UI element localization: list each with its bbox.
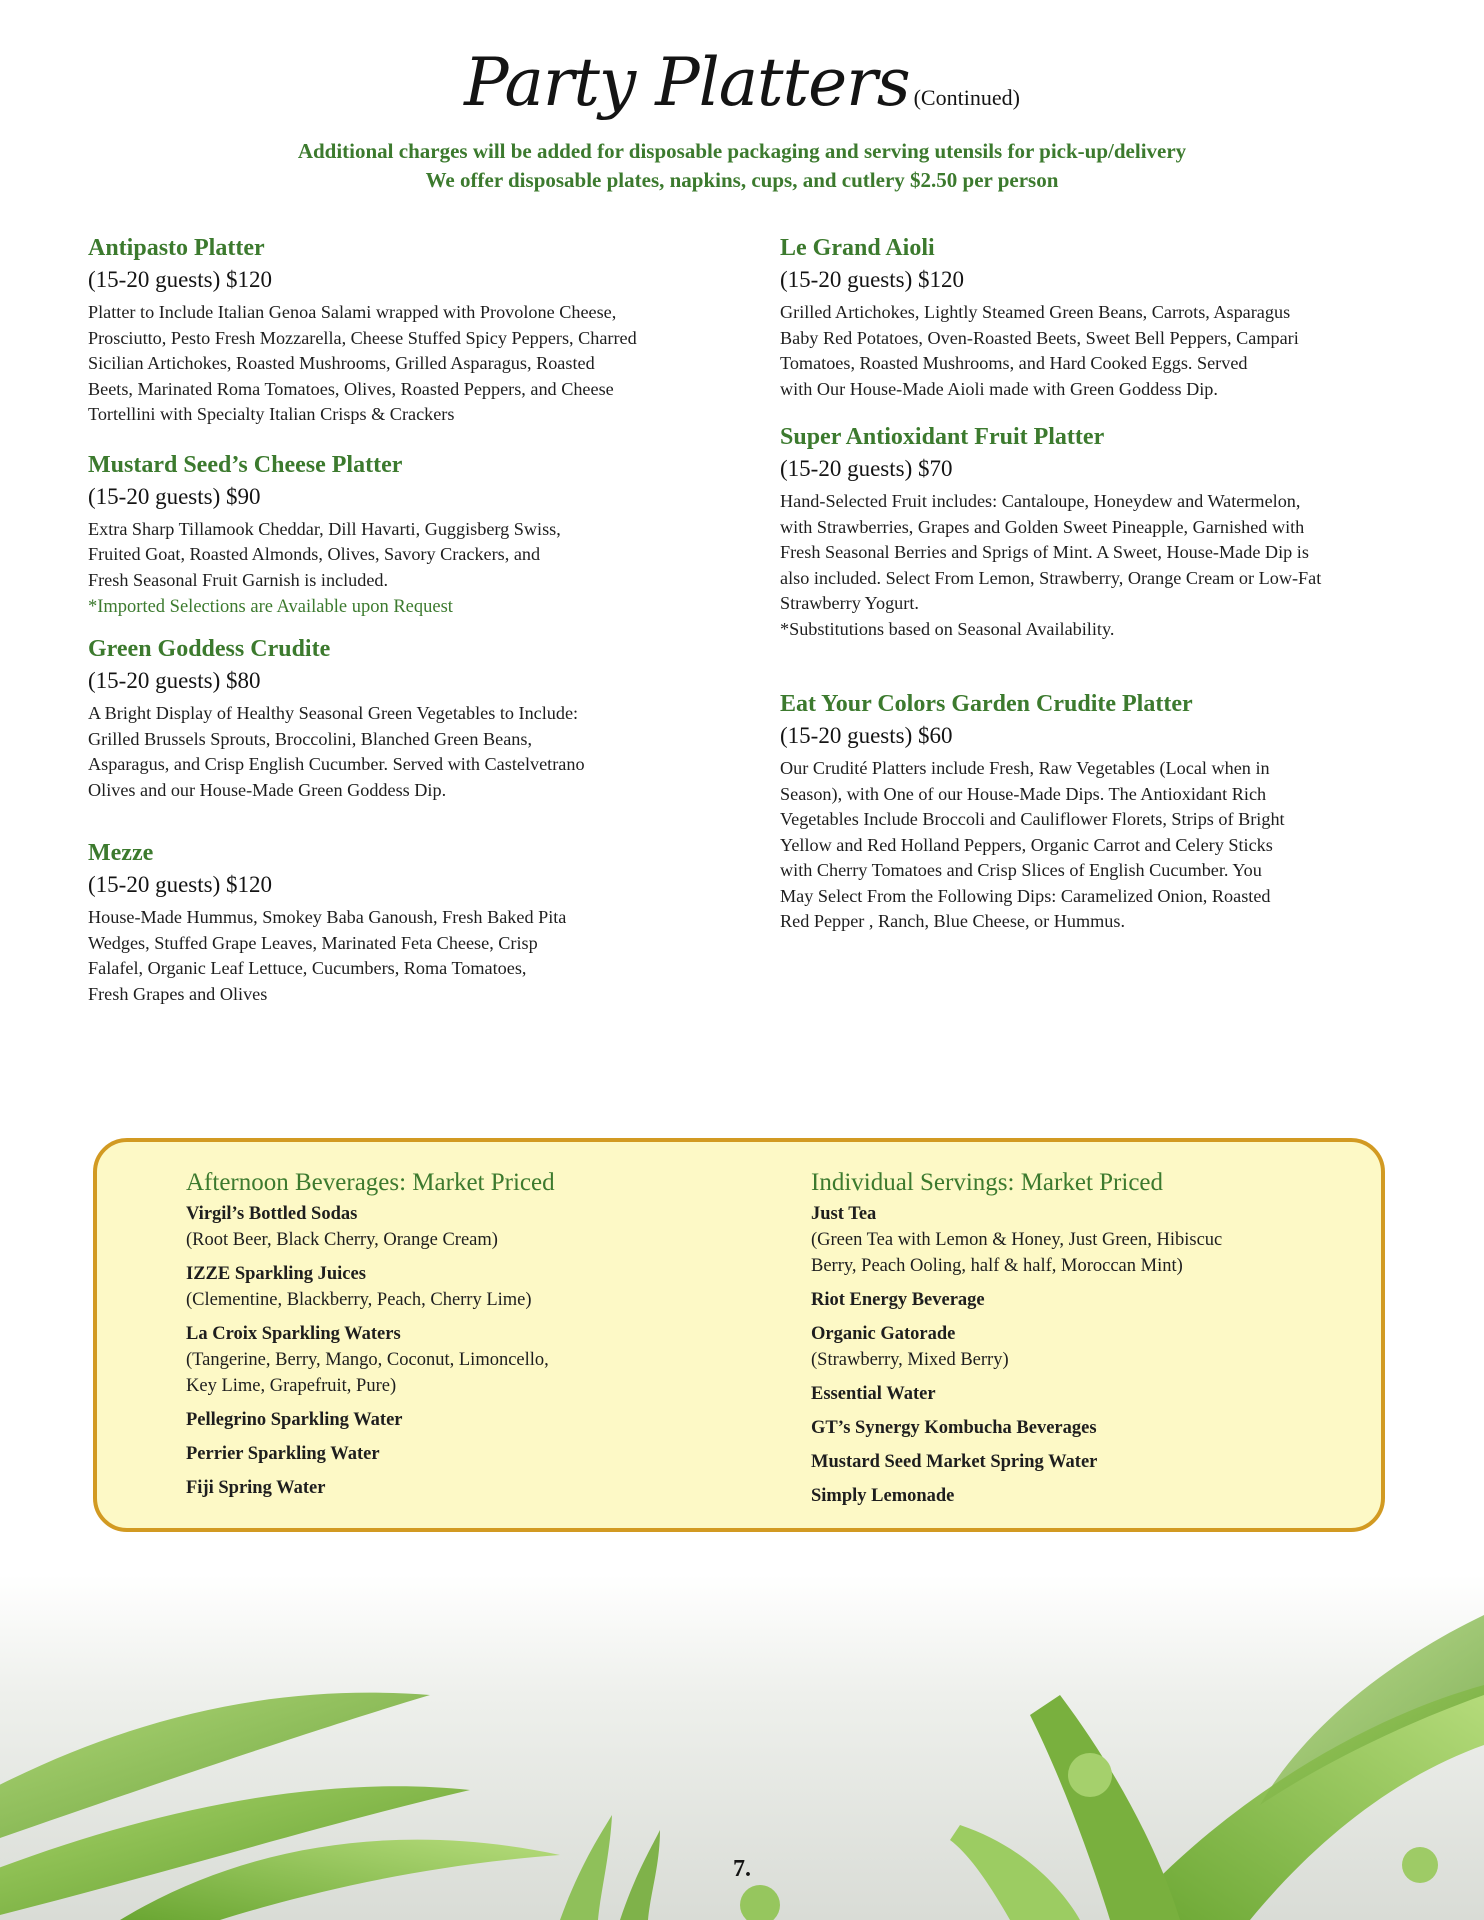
platter-name: Antipasto Platter <box>88 235 265 261</box>
beverage-item: Just Tea (Green Tea with Lemon & Honey, Just Green, Hibiscuc Berry, Peach Ooling, half & half, Moroccan Mint) <box>811 1204 1223 1276</box>
platter-price: (15-20 guests) $90 <box>88 483 261 509</box>
beverage-item: GT’s Synergy Kombucha Beverages <box>811 1418 1097 1438</box>
platter-mezze <box>88 837 728 1007</box>
beverages-heading: Afternoon Beverages: Market Priced <box>186 1169 555 1196</box>
beverages-heading: Individual Servings: Market Priced <box>811 1169 1164 1196</box>
platter-name: Green Goddess Crudite <box>88 636 331 662</box>
platter-name: Mezze <box>88 840 154 866</box>
platter-price: (15-20 guests) $120 <box>88 267 272 292</box>
beverage-item: Riot Energy Beverage <box>811 1290 985 1310</box>
platter-green-goddess <box>88 633 728 803</box>
platter-antipasto <box>88 232 728 428</box>
platter-description: Extra Sharp Tillamook Cheddar, Dill Havarti, Guggisberg Swiss, Fruited Goat, Roasted Almonds, Olives, Savory Crackers, and Fresh Seasonal Fruit Garnish is included. <box>88 518 561 590</box>
individual-servings <box>811 1166 1351 1517</box>
beverage-item: IZZE Sparkling Juices (Clementine, Blackberry, Peach, Cherry Lime) <box>186 1264 532 1310</box>
page-header <box>0 44 1484 121</box>
beverage-item: Pellegrino Sparkling Water <box>186 1410 403 1430</box>
platter-name: Super Antioxidant Fruit Platter <box>780 424 1105 450</box>
platter-description: Our Crudité Platters include Fresh, Raw Vegetables (Local when in Season), with One of our House-Made Dips. The Antioxidant Rich Vegetables Include Broccoli and Cauliflower Florets, Strips of Bright Yellow and Red Holland Peppers, Organic Carrot and Celery Sticks with Cherry Tomatoes and Crisp Slices of English Cucumber. You May Select From the Following Dips: Caramelized Onion, Roasted Red Pepper , Ranch, Blue Cheese, or Hummus. <box>780 758 1285 931</box>
packaging-note: Additional charges will be added for disposable packaging and serving utensils for pick-up/delivery <box>297 139 1187 163</box>
platters-right-column <box>780 232 1420 935</box>
beverage-item: La Croix Sparkling Waters (Tangerine, Berry, Mango, Coconut, Limoncello, Key Lime, Grapefruit, Pure) <box>186 1324 549 1396</box>
beverage-item: Essential Water <box>811 1384 936 1404</box>
platter-description: House-Made Hummus, Smokey Baba Ganoush, Fresh Baked Pita Wedges, Stuffed Grape Leaves, Marinated Feta Cheese, Crisp Falafel, Organic Leaf Lettuce, Cucumbers, Roma Tomatoes, Fresh Grapes and Olives <box>88 907 567 1004</box>
platter-description: Platter to Include Italian Genoa Salami wrapped with Provolone Cheese, Prosciutto, Pesto Fresh Mozzarella, Cheese Stuffed Spicy Peppers, Charred Sicilian Artichokes, Roasted Mushrooms, Grilled Asparagus, Roasted Beets, Marinated Roma Tomatoes, Olives, Roasted Peppers, and Cheese Tortellini with Specialty Italian Crisps & Crackers <box>88 302 637 424</box>
platter-note: *Imported Selections are Available upon Request <box>88 597 453 617</box>
platter-grand-aioli <box>780 232 1420 402</box>
beverage-item: Mustard Seed Market Spring Water <box>811 1452 1098 1472</box>
packaging-notes <box>0 137 1484 195</box>
beverage-item: Organic Gatorade (Strawberry, Mixed Berry) <box>811 1324 1009 1370</box>
page-title: Party Platters <box>464 44 910 121</box>
platter-price: (15-20 guests) $80 <box>88 668 261 693</box>
platter-garden-crudite <box>780 688 1420 935</box>
platters-left-column <box>88 232 728 1007</box>
platter-price: (15-20 guests) $70 <box>780 456 953 481</box>
beverage-item: Fiji Spring Water <box>186 1478 326 1498</box>
platter-name: Mustard Seed’s Cheese Platter <box>88 451 403 478</box>
platter-description: Hand-Selected Fruit includes: Cantaloupe, Honeydew and Watermelon, with Strawberries, Grapes and Golden Sweet Pineapple, Garnished with Fresh Seasonal Berries and Sprigs of Mint. A Sweet, House-Made Dip is also included. Select From Lemon, Strawberry, Orange Cream or Low-Fat Strawberry Yogurt. *Substitutions based on Seasonal Availability. <box>780 491 1322 639</box>
platter-name: Le Grand Aioli <box>780 235 935 261</box>
platter-cheese <box>88 449 728 622</box>
beverages-box <box>93 1138 1385 1532</box>
platter-price: (15-20 guests) $120 <box>88 872 272 897</box>
afternoon-beverages <box>186 1166 746 1509</box>
platter-name: Eat Your Colors Garden Crudite Platter <box>780 691 1193 717</box>
platter-price: (15-20 guests) $120 <box>780 267 964 292</box>
page-subtitle: (Continued) <box>913 85 1020 110</box>
beverage-item: Perrier Sparkling Water <box>186 1444 380 1464</box>
platter-description: A Bright Display of Healthy Seasonal Green Vegetables to Include: Grilled Brussels Sprouts, Broccolini, Blanched Green Beans, Asparagus, and Crisp English Cucumber. Served with Castelvetrano Olives and our House-Made Green Goddess Dip. <box>88 703 585 800</box>
platter-price: (15-20 guests) $60 <box>780 723 953 748</box>
page-number: 7. <box>733 1856 751 1882</box>
beverage-item: Virgil’s Bottled Sodas (Root Beer, Black Cherry, Orange Cream) <box>186 1204 498 1250</box>
beverage-item: Simply Lemonade <box>811 1486 955 1506</box>
platter-description: Grilled Artichokes, Lightly Steamed Green Beans, Carrots, Asparagus Baby Red Potatoes, Oven-Roasted Beets, Sweet Bell Peppers, Campari Tomatoes, Roasted Mushrooms, and Hard Cooked Eggs. Served with Our House-Made Aioli made with Green Goddess Dip. <box>780 302 1299 399</box>
cutlery-note: We offer disposable plates, napkins, cups, and cutlery $2.50 per person <box>425 168 1059 192</box>
platter-fruit <box>780 421 1420 642</box>
